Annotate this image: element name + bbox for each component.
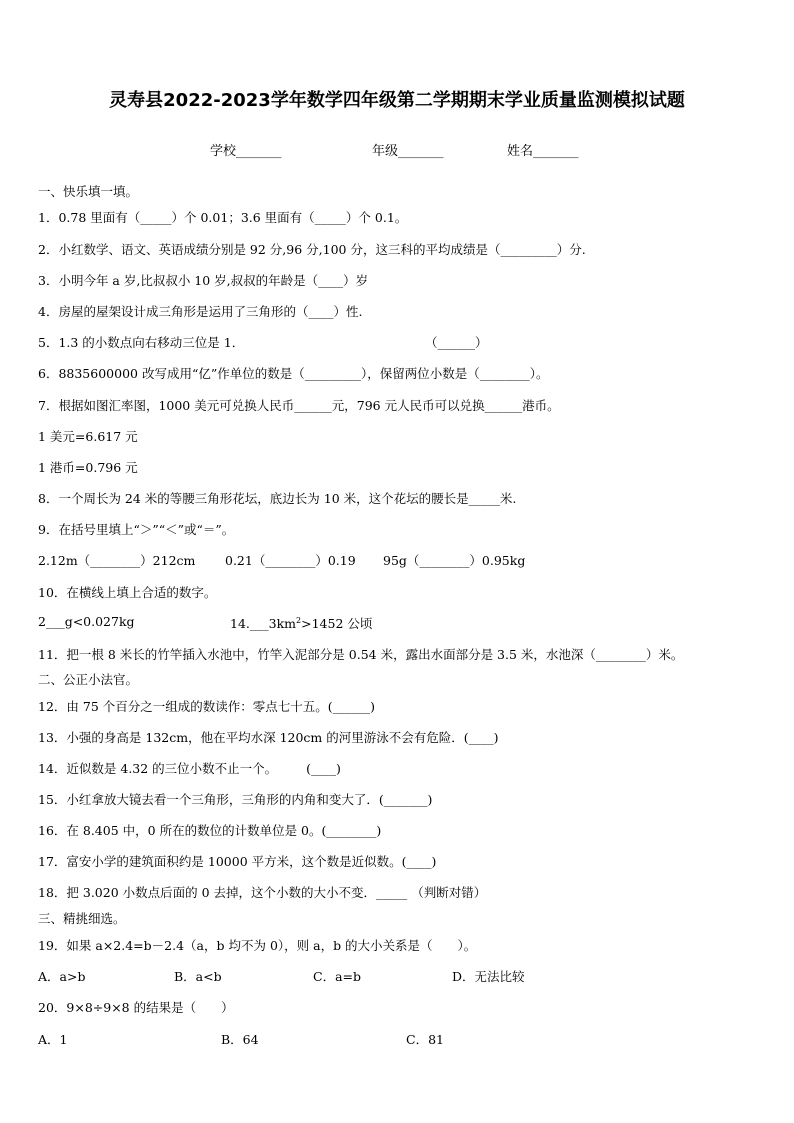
exchange-rate-hkd: 1 港币=0.796 元 bbox=[38, 460, 138, 475]
question-2: 2．小红数学、语文、英语成绩分别是 92 分,96 分,100 分，这三科的平均成绩是（_________）分. bbox=[38, 242, 586, 257]
exchange-rate-usd: 1 美元=6.617 元 bbox=[38, 429, 138, 444]
question-20-option-c: C．81 bbox=[406, 1032, 444, 1047]
question-20: 20．9×8÷9×8 的结果是（ ） bbox=[38, 1000, 234, 1015]
question-19-option-b: B．a<b bbox=[174, 969, 222, 984]
question-15: 15．小红拿放大镜去看一个三角形，三角形的内角和变大了．(_______) bbox=[38, 792, 433, 807]
question-19: 19．如果 a×2.4=b－2.4（a，b 均不为 0），则 a，b 的大小关系是（ ）。 bbox=[38, 938, 477, 953]
question-16: 16．在 8.405 中，0 所在的数位的计数单位是 0。(________) bbox=[38, 823, 382, 838]
question-4: 4．房屋的屋架设计成三角形是运用了三角形的（____）性. bbox=[38, 304, 363, 319]
school-field: 学校_______ bbox=[210, 144, 282, 159]
question-8: 8．一个周长为 24 米的等腰三角形花坛，底边长为 10 米，这个花坛的腰长是_____米. bbox=[38, 491, 517, 506]
question-10-b-sup: 2 bbox=[296, 615, 302, 625]
page-title: 灵寿县2022-2023学年数学四年级第二学期期末学业质量监测模拟试题 bbox=[109, 90, 685, 111]
question-19-option-c: C．a=b bbox=[313, 969, 361, 984]
question-9-b: 0.21（________）0.19 bbox=[225, 553, 356, 568]
question-10: 10．在横线上填上合适的数字。 bbox=[38, 585, 217, 600]
question-5-blank: （______） bbox=[425, 335, 488, 350]
question-10-a: 2___g<0.027kg bbox=[38, 614, 135, 629]
question-10-b bbox=[230, 614, 372, 632]
question-13: 13．小强的身高是 132cm，他在平均水深 120cm 的河里游泳不会有危险．(____) bbox=[38, 730, 499, 745]
name-field: 姓名_______ bbox=[507, 144, 579, 159]
question-9-a: 2.12m（________）212cm bbox=[38, 553, 196, 568]
question-11: 11．把一根 8 米长的竹竿插入水池中，竹竿入泥部分是 0.54 米，露出水面部分是 3.5 米，水池深（________）米。 bbox=[38, 647, 684, 662]
question-12: 12．由 75 个百分之一组成的数读作：零点七十五。(______) bbox=[38, 699, 376, 714]
question-10-b-post: >1452 公顷 bbox=[301, 616, 373, 631]
question-18: 18．把 3.020 小数点后面的 0 去掉，这个小数的大小不变．_____ （判断对错） bbox=[38, 885, 487, 900]
question-17: 17．富安小学的建筑面积约是 10000 平方米，这个数是近似数。(____) bbox=[38, 854, 437, 869]
section-heading-2: 二、公正小法官。 bbox=[38, 672, 139, 687]
question-10-b-pre: 14.___3km bbox=[230, 616, 297, 631]
grade-field: 年级_______ bbox=[372, 144, 444, 159]
question-7: 7．根据如图汇率图，1000 美元可兑换人民币______元，796 元人民币可以兑换______港币。 bbox=[38, 398, 560, 413]
question-6: 6．8835600000 改写成用“亿”作单位的数是（_________），保留两位小数是（________）。 bbox=[38, 366, 549, 381]
question-20-option-a: A．1 bbox=[38, 1032, 68, 1047]
question-1: 1．0.78 里面有（_____）个 0.01；3.6 里面有（_____）个 0.1。 bbox=[38, 210, 408, 225]
question-9-c: 95g（________）0.95kg bbox=[383, 553, 526, 568]
question-5: 5．1.3 的小数点向右移动三位是 1． bbox=[38, 335, 245, 350]
question-14: 14．近似数是 4.32 的三位小数不止一个。 (____) bbox=[38, 761, 341, 776]
question-9: 9．在括号里填上“＞”“＜”或“＝”。 bbox=[38, 522, 235, 537]
section-heading-3: 三、精挑细选。 bbox=[38, 911, 126, 926]
question-20-option-b: B．64 bbox=[221, 1032, 259, 1047]
question-3: 3．小明今年 a 岁,比叔叔小 10 岁,叔叔的年龄是（____）岁 bbox=[38, 273, 369, 288]
question-19-option-a: A．a>b bbox=[38, 969, 86, 984]
section-heading-1: 一、快乐填一填。 bbox=[38, 184, 139, 199]
question-19-option-d: D．无法比较 bbox=[452, 969, 525, 984]
